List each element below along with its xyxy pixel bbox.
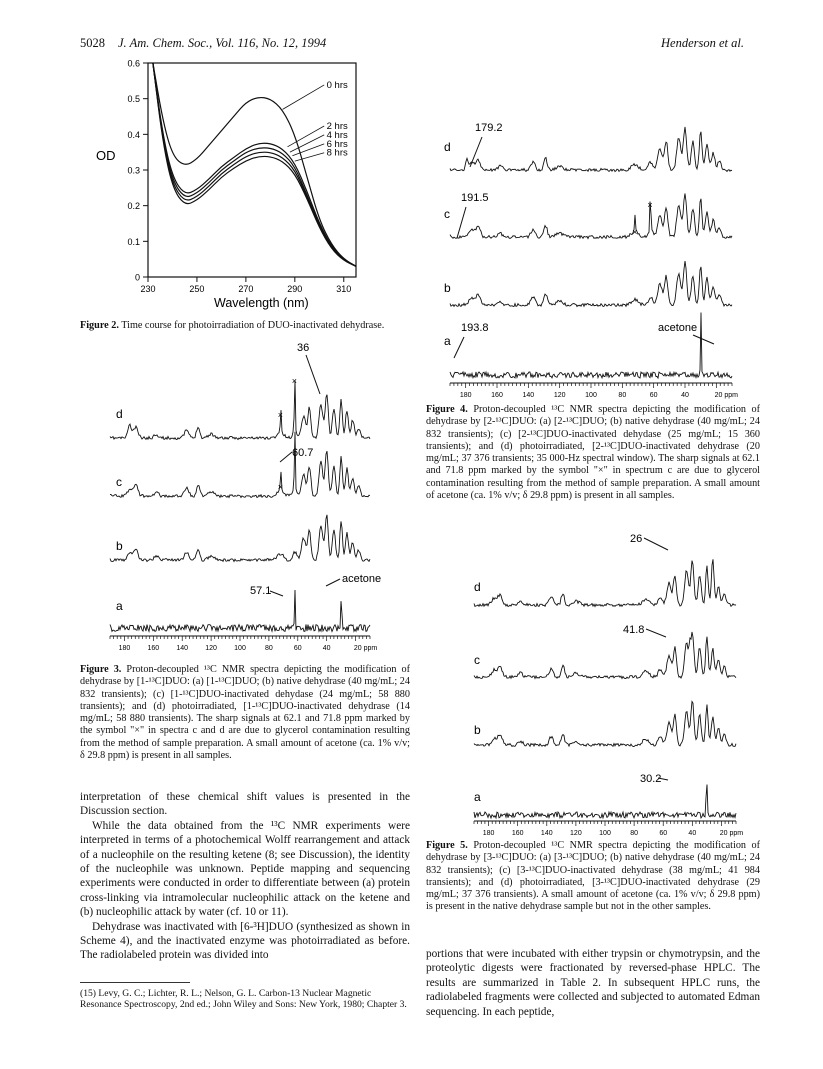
figure5-annot-41-8-pointer bbox=[646, 629, 666, 637]
figure2-xlabel: Wavelength (nm) bbox=[214, 296, 309, 310]
figure3-annot-57-1-pointer bbox=[270, 591, 283, 596]
figure2-xtick-label: 290 bbox=[287, 284, 303, 294]
figure2-curve-label-4: 8 hrs bbox=[326, 147, 348, 159]
figure2-ytick-label: 0.2 bbox=[127, 201, 140, 212]
figure4-trace-b bbox=[450, 261, 732, 306]
figure4-annot-acetone: acetone bbox=[658, 322, 698, 334]
figure4-glycerol-mark: × bbox=[647, 200, 653, 210]
figure4-annot-191-5: 191.5 bbox=[461, 192, 489, 204]
figure3-axis bbox=[110, 636, 377, 652]
figure3-axis-label: 140 bbox=[176, 645, 189, 652]
figure5-annot-26-pointer bbox=[644, 538, 668, 550]
left-paragraph-3: Dehydrase was inactivated with [6-³H]DUO (synthesized as shown in Scheme 4), and the inactivated enzyme was photoirradiated as before. The radiolabeled protein was divided into bbox=[80, 920, 410, 962]
figure5-axis-label: 120 bbox=[570, 830, 582, 837]
figure5-axis-label: 20 ppm bbox=[719, 830, 744, 837]
figure2-curve-label-0: 0 hrs bbox=[326, 79, 348, 91]
figure2-curve-label-3: 6 hrs bbox=[326, 138, 348, 150]
figure2-xtick-label: 270 bbox=[238, 284, 254, 294]
figure3-annot-60-7-pointer bbox=[280, 452, 292, 462]
figure4-axis-label: 60 bbox=[649, 392, 658, 399]
figure5-axis-label: 140 bbox=[540, 830, 553, 837]
figure4-caption bbox=[426, 404, 760, 502]
figure2-curve-label-1: 2 hrs bbox=[326, 120, 348, 132]
figure4-trace-c bbox=[450, 194, 732, 239]
figure3-axis-label: 120 bbox=[205, 645, 217, 652]
figure5-label-b: b bbox=[474, 723, 481, 737]
figure5-caption-text: Proton-decoupled ¹³C NMR spectra depicting the modification of dehydrase by [3-¹³C]DUO: (a) [3-¹³C]DUO; (b) native dehydrase (40 mg/mL; 24 832 transients); (c) [3-¹³C]DUO-inactivated dehydrase (38 mg/mL; 41 984 transients); and (d) photoirradiated, [3-¹³C]DUO-inactivated dehydrase (29 mg/mL; 37 376 transients). A small amount of acetone (ca. 1% v/v; δ 29.8 ppm) is present in the native dehydrase sample but not in the other samples. bbox=[426, 840, 761, 913]
figure5-axis-label: 40 bbox=[688, 830, 697, 837]
figure5-label-d: d bbox=[474, 580, 481, 594]
figure3-annot-acetone-pointer bbox=[326, 579, 340, 586]
figure4-traces bbox=[450, 127, 732, 378]
figure3-glycerol-mark: × bbox=[277, 410, 283, 420]
figure2-ytick-label: 0 bbox=[134, 272, 140, 283]
figure4-caption-label: Figure 4. bbox=[426, 404, 468, 415]
figure4-axis-label: 20 ppm bbox=[714, 392, 739, 399]
figure5-trace-c bbox=[474, 632, 736, 679]
figure3-trace-b bbox=[110, 515, 370, 562]
figure3-axis-label: 180 bbox=[118, 645, 131, 652]
figure3-label-d: d bbox=[116, 407, 123, 421]
figure3-axis-label: 100 bbox=[234, 645, 246, 652]
figure5-caption-label: Figure 5. bbox=[426, 840, 468, 851]
figure3-axis-label: 60 bbox=[293, 645, 302, 652]
figure3-axis-label: 160 bbox=[147, 645, 160, 652]
figure3-caption-label: Figure 3. bbox=[80, 664, 122, 675]
figure3-caption bbox=[80, 664, 410, 762]
figure5-axis-label: 80 bbox=[630, 830, 639, 837]
figure4-axis-label: 80 bbox=[618, 392, 627, 399]
figure4-axis-label: 120 bbox=[553, 392, 566, 399]
figure5-traces bbox=[474, 559, 736, 818]
figure3-axis-label: 20 ppm bbox=[353, 645, 378, 652]
left-paragraph-1: interpretation of these chemical shift values is presented in the Discussion section. bbox=[80, 791, 410, 818]
figure2-ytick-label: 0.3 bbox=[127, 165, 140, 176]
figure3-caption-text: Proton-decoupled ¹³C NMR spectra depicting the modification of dehydrase by [1-¹³C]DUO: (a) [1-¹³C]DUO; (b) native dehydrase (40 mg/mL; 24 832 transients); (c) [1-¹³C]DUO-inactivated dehydase (24 mg/mL; 58 880 transients); and (d) photoirradiated, [1-¹³C]DUO-inactivated dehydrase (14 mg/mL; 58 880 transients). The sharp signals at 62.1 and 71.8 ppm marked by the symbol "×" in spectra c and d are due to glycerol contamination resulting from the method of sample preparation. A small amount of acetone (ca. 1% v/v; δ 29.8 ppm) is present in all samples. bbox=[80, 664, 410, 762]
figure4-glycerol-mark: × bbox=[632, 227, 638, 237]
left-paragraph-2: While the data obtained from the ¹³C NMR experiments were interpreted in terms of a photochemical Wolff rearrangement and attack of a nucleophile on the resulting ketene (8; see Discussion), the identity of the nucleophile was unknown. Peptide mapping and sequencing experiments were conducted in order to differentiate between (a) protein cross-linking via intramolecular nucleophilic attack on the ketene and (b) nucleophilic attack by water (cf. 10 or 11). bbox=[80, 819, 410, 919]
figure2-ytick-label: 0.4 bbox=[127, 129, 140, 140]
figure3-glycerol-mark: × bbox=[277, 482, 283, 492]
figure5-annot-41-8: 41.8 bbox=[623, 624, 645, 636]
running-authors: Henderson et al. bbox=[661, 36, 744, 50]
figure2-axes bbox=[127, 59, 356, 295]
figure3-axis-label: 80 bbox=[264, 645, 273, 652]
figure5-caption bbox=[426, 840, 760, 914]
figure3-trace-c bbox=[110, 432, 370, 498]
figure4-axis-label: 180 bbox=[459, 392, 472, 399]
figure2-curve-label-pointer bbox=[295, 153, 324, 161]
figure2-series bbox=[153, 63, 356, 266]
footnote-rule bbox=[80, 982, 190, 983]
figure2-xtick-label: 310 bbox=[336, 284, 352, 294]
figure3-label-c: c bbox=[116, 475, 122, 489]
figure3-annot-36-pointer bbox=[306, 355, 320, 394]
figure4-label-a: a bbox=[444, 334, 451, 348]
figure5-trace-b bbox=[474, 702, 736, 747]
figure2-xtick-label: 250 bbox=[189, 284, 205, 294]
figure4-label-b: b bbox=[444, 281, 451, 295]
figure5-axis-label: 160 bbox=[511, 830, 524, 837]
page-number: 5028 bbox=[80, 36, 105, 50]
figure3-glycerol-mark: × bbox=[291, 376, 298, 386]
figure5-trace-a bbox=[474, 785, 736, 819]
figure4-annot-193-8-pointer bbox=[454, 337, 464, 358]
figure3-annot-60-7: 60.7 bbox=[292, 447, 314, 459]
figure3-trace-d bbox=[110, 380, 370, 439]
figure2-ytick-label: 0.1 bbox=[127, 236, 140, 247]
figure2-ylabel: OD bbox=[96, 148, 116, 163]
figure4-annot-191-5-pointer bbox=[457, 207, 466, 238]
figure4-axis-label: 40 bbox=[681, 392, 689, 399]
figure3-annot-57-1: 57.1 bbox=[250, 585, 272, 597]
figure2-caption-text: Time course for photoirradiation of DUO-inactivated dehydrase. bbox=[121, 320, 385, 331]
figure3-label-a: a bbox=[116, 599, 123, 613]
left-body-text bbox=[80, 790, 410, 963]
figure4-axis-label: 100 bbox=[585, 392, 597, 399]
figure4-axis-label: 140 bbox=[522, 392, 535, 399]
footnote-15: (15) Levy, G. C.; Lichter, R. L.; Nelson, G. L. Carbon-13 Nuclear Magnetic Resonance Spectroscopy, 2nd ed.; John Wiley and Sons: New York, 1980; Chapter 3. bbox=[80, 988, 407, 1011]
figure3-traces bbox=[110, 376, 370, 632]
figure2-chart bbox=[88, 55, 388, 317]
figure4-spectra bbox=[430, 55, 760, 402]
figure4-label-d: d bbox=[444, 140, 451, 154]
figure2-ytick-label: 0.5 bbox=[127, 94, 140, 105]
right-body-text bbox=[426, 947, 760, 1019]
figure2-ytick-label: 0.6 bbox=[127, 58, 140, 69]
figure5-annot-26: 26 bbox=[630, 533, 643, 545]
figure4-caption-text: Proton-decoupled ¹³C NMR spectra depicting the modification of dehydrase by [2-¹³C]DUO: (a) [2-¹³C]DUO; (b) native dehydrase (40 mg/mL; 24 832 transients); (c) [2-¹³C]DUO-inactivated dehydase (25 mg/mL; 15 360 transients); and (d) photoirradiated, [2-¹³C]DUO-inactivated dehydrase (20 mg/mL; 37 376 transients; 35 000-Hz spectral window). The sharp signals at 62.1 and 71.8 ppm marked by the symbol "×" in spectrum c are due to glycerol contamination resulting from the method of sample preparation. A small amount of acetone (ca. 1% v/v; δ 29.8 ppm) is present in all samples. bbox=[426, 404, 761, 502]
figure2-caption-label: Figure 2. bbox=[80, 320, 119, 331]
figure3-label-b: b bbox=[116, 539, 123, 553]
figure5-label-a: a bbox=[474, 790, 481, 804]
figure5-axis-label: 100 bbox=[599, 830, 611, 837]
figure3-annot-36: 36 bbox=[297, 342, 310, 354]
figure5-axis bbox=[474, 821, 743, 837]
figure3-spectra bbox=[80, 338, 410, 663]
journal-citation bbox=[118, 36, 326, 51]
figure2-curve-label-2: 4 hrs bbox=[326, 129, 348, 141]
figure4-axis bbox=[450, 383, 738, 399]
figure2-xtick-label: 230 bbox=[140, 284, 156, 294]
figure5-axis-label: 180 bbox=[482, 830, 495, 837]
figure5-axis-label: 60 bbox=[659, 830, 668, 837]
figure2-caption bbox=[80, 320, 410, 332]
figure2-curve-label-pointer bbox=[283, 85, 325, 109]
figure4-annot-179-2: 179.2 bbox=[475, 122, 503, 134]
figure3-axis-label: 40 bbox=[322, 645, 331, 652]
figure5-annot-30-2: 30.2 bbox=[640, 773, 662, 785]
figure4-annot-acetone-pointer bbox=[693, 335, 714, 344]
figure2-curve-label-pointer bbox=[287, 126, 324, 147]
figure2-curve-labels bbox=[283, 80, 348, 161]
figure5-spectra bbox=[430, 525, 760, 837]
figure2-plot-frame bbox=[148, 63, 356, 277]
figure4-annot-193-8: 193.8 bbox=[461, 322, 489, 334]
figure2-series-line-2 bbox=[153, 63, 356, 266]
figure5-label-c: c bbox=[474, 653, 480, 667]
right-paragraph-1: portions that were incubated with either trypsin or chymotrypsin, and the proteolytic digests were fractionated by reversed-phase HPLC. The results are summarized in Table 2. In subsequent HPLC runs, the radiolabeled fragments were collected and subjected to automated Edman sequencing. In each peptide, bbox=[426, 948, 760, 1018]
journal-citation-text: J. Am. Chem. Soc., Vol. 116, No. 12, 1994 bbox=[118, 36, 327, 50]
figure4-label-c: c bbox=[444, 207, 450, 221]
figure5-trace-d bbox=[474, 559, 736, 606]
figure3-annot-acetone: acetone bbox=[342, 573, 382, 585]
figure4-axis-label: 160 bbox=[491, 392, 503, 399]
figure3-trace-a bbox=[110, 590, 370, 632]
